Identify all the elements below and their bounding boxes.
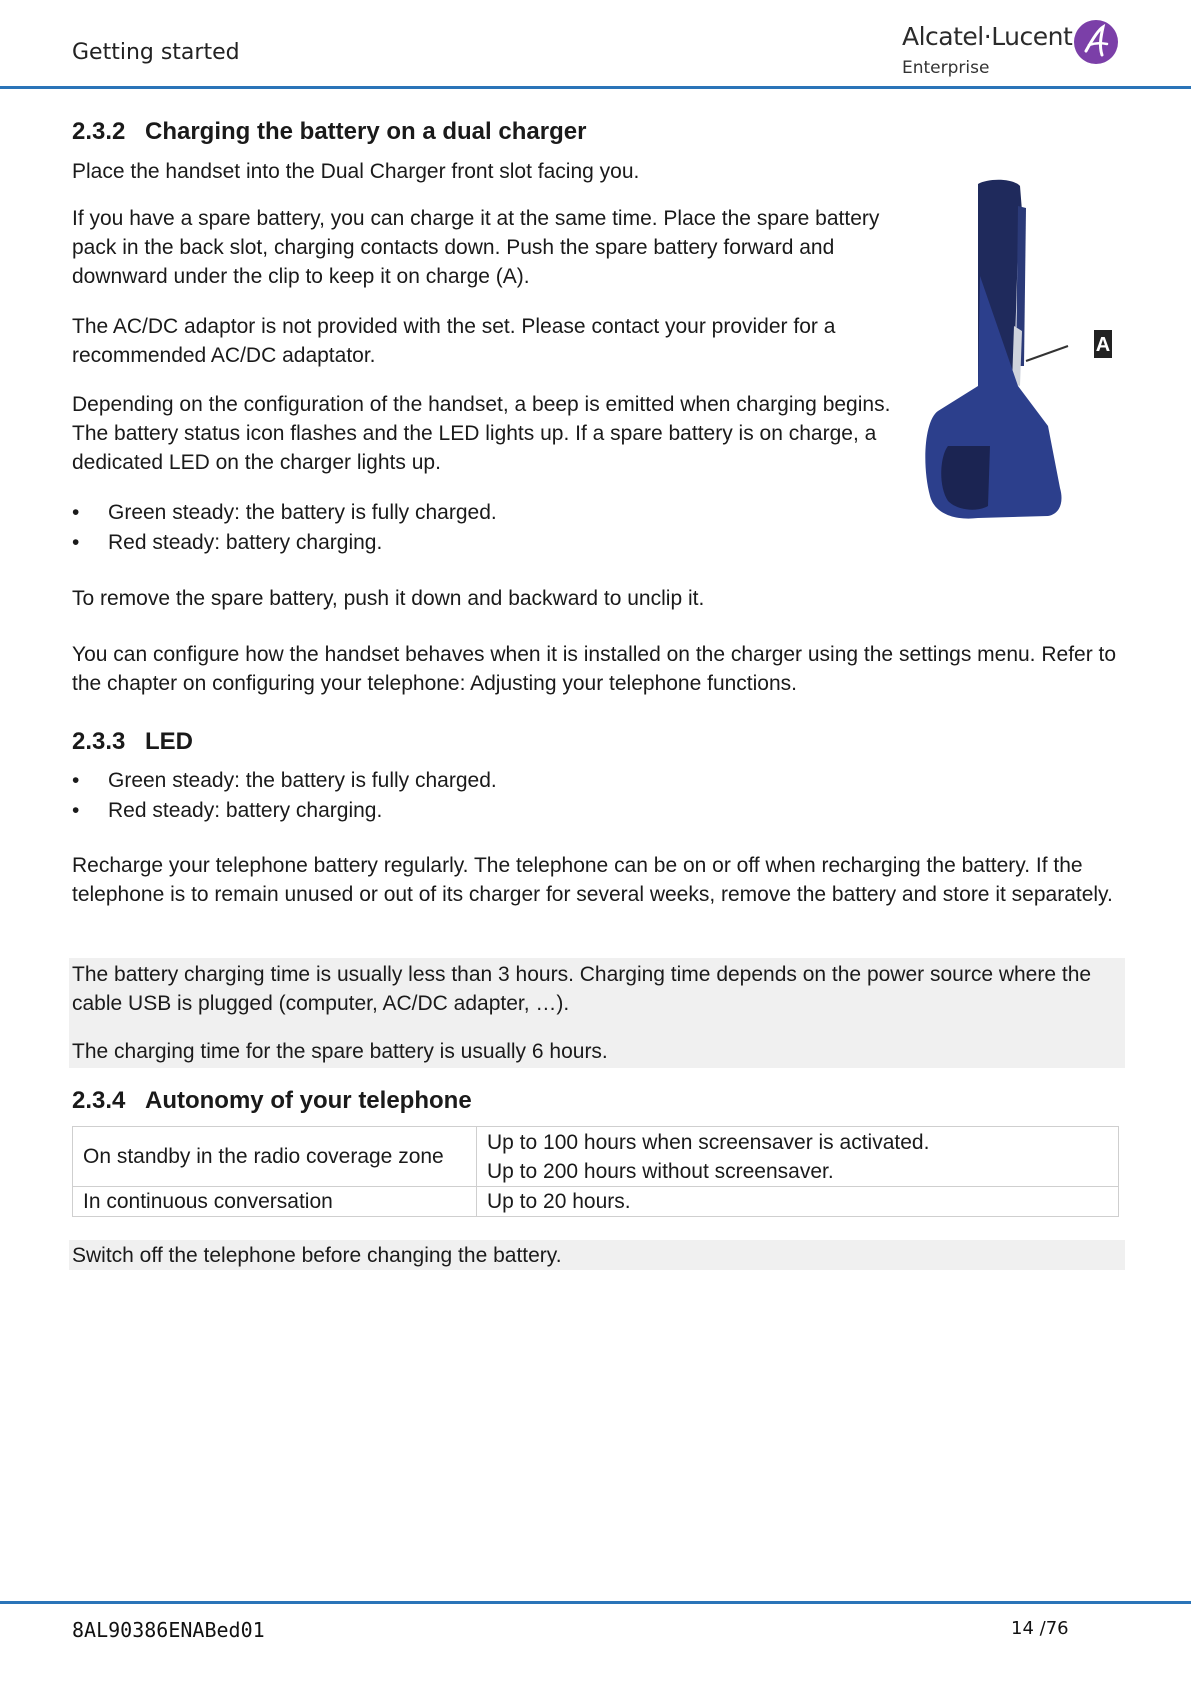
section-number: 2.3.3 [72, 728, 126, 755]
switch-off-note [69, 1240, 1125, 1270]
paragraph: Recharge your telephone battery regularly. The telephone can be on or off when recharging the battery. If the telephone is to remain unused or out of its charger for several weeks, remove the battery and store it separately. [72, 854, 1113, 906]
table-row [73, 1127, 1119, 1187]
note-text: The charging time for the spare battery is usually 6 hours. [72, 1040, 608, 1063]
charging-time-note [69, 958, 1125, 1068]
section-title: Autonomy of your telephone [145, 1087, 472, 1114]
callout-label-a: A [1095, 334, 1111, 356]
dual-charger-figure [918, 176, 1128, 526]
table-cell-label: In continuous conversation [73, 1187, 477, 1217]
list-item: • Green steady: the battery is fully charged. [72, 498, 912, 528]
list-item: • Green steady: the battery is fully charged. [72, 766, 912, 796]
list-item: • Red steady: battery charging. [72, 796, 912, 826]
paragraph: Place the handset into the Dual Charger front slot facing you. [72, 160, 640, 183]
header-rule [0, 86, 1191, 89]
paragraph: You can configure how the handset behaves when it is installed on the charger using the settings menu. Refer to the chapter on configuring your telephone: Adjusting your telephone functions. [72, 643, 1117, 695]
header-title: Getting started [72, 40, 240, 65]
table-cell-label: On standby in the radio coverage zone [73, 1127, 477, 1187]
paragraph: If you have a spare battery, you can charge it at the same time. Place the spare battery pack in the back slot, charging contacts down. Push the spare battery forward and downward under the clip to keep it on charge (A). [72, 207, 880, 288]
table-cell-line: Up to 100 hours when screensaver is activated. [487, 1130, 930, 1154]
logo-mark-icon [1072, 18, 1120, 66]
table-cell-value: Up to 20 hours. [477, 1187, 1119, 1217]
section-title: LED [145, 728, 193, 755]
table-cell-line: Up to 200 hours without screensaver. [487, 1159, 834, 1183]
table-row [73, 1187, 1119, 1217]
brand-logo [902, 18, 1122, 80]
section-number: 2.3.4 [72, 1087, 126, 1114]
section-2-3-2-heading [72, 118, 586, 146]
footer-rule [0, 1601, 1191, 1604]
note-text: The battery charging time is usually less than 3 hours. Charging time depends on the power source where the cable USB is plugged (computer, AC/DC adapter, …). [72, 963, 1092, 1015]
section-2-3-3-heading [72, 728, 193, 756]
paragraph: To remove the spare battery, push it down and backward to unclip it. [72, 587, 705, 610]
section-number: 2.3.2 [72, 118, 126, 145]
logo-brand-text: Alcatel·Lucent [902, 22, 1073, 51]
document-id: 8AL90386ENABed01 [72, 1618, 265, 1642]
led-list [72, 766, 912, 826]
section-title: Charging the battery on a dual charger [145, 118, 587, 145]
section-2-3-4-heading [72, 1087, 472, 1115]
charging-led-list [72, 498, 912, 558]
logo-sub-text: Enterprise [902, 58, 990, 78]
autonomy-table [72, 1126, 1119, 1217]
note-text: Switch off the telephone before changing the battery. [72, 1244, 562, 1267]
paragraph: Depending on the configuration of the handset, a beep is emitted when charging begins. The battery status icon flashes and the LED lights up. If a spare battery is on charge, a dedicated LED on the charger lights up. [72, 393, 891, 474]
paragraph: The AC/DC adaptor is not provided with the set. Please contact your provider for a recommended AC/DC adaptator. [72, 315, 836, 367]
list-item: • Red steady: battery charging. [72, 528, 912, 558]
page-number: 14 /76 [1011, 1618, 1069, 1639]
table-cell-value [477, 1127, 1119, 1187]
